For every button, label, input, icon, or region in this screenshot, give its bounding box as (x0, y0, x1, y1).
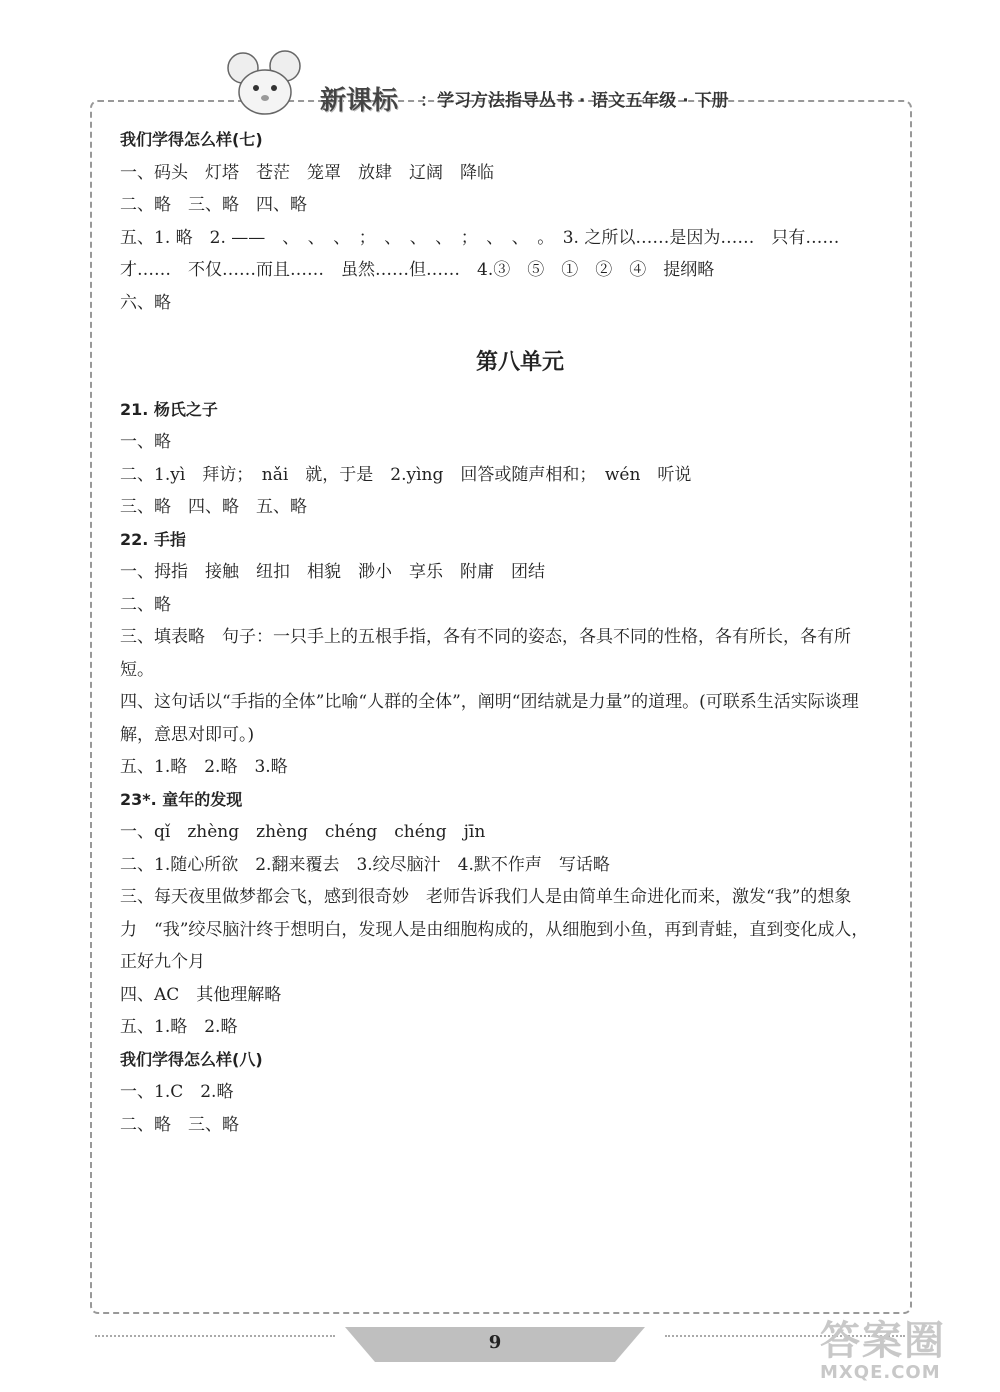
answer-line: 一、码头 灯塔 苍茫 笼罩 放肆 辽阔 降临 (120, 162, 494, 183)
answer-line: 一、qǐ zhèng zhèng chéng chéng jīn (120, 822, 486, 842)
series-title: ：学习方法指导丛书 · 语文五年级 · 下册 (420, 91, 729, 111)
section-heading: 我们学得怎么样(七) (120, 130, 263, 149)
unit-title: 第八单元 (475, 350, 564, 375)
answer-line: 一、略 (120, 432, 171, 452)
mouse-mascot-icon (225, 50, 305, 118)
answer-line: 三、略 四、略 五、略 (120, 497, 307, 517)
watermark-url: MXQE.COM (820, 1362, 941, 1383)
footer-divider-left (95, 1335, 335, 1339)
answer-line: 二、1.随心所欲 2.翻来覆去 3.绞尽脑汁 4.默不作声 写话略 (120, 854, 610, 875)
answer-line: 五、1.略 2.略 3.略 (120, 757, 288, 777)
answer-line: 二、略 (120, 594, 171, 615)
answer-paragraph: 四、这句话以“手指的全体”比喻“人群的全体”，阐明“团结就是力量”的道理。(可联系生活实际谈理解，意思对即可。) (120, 692, 859, 745)
watermark (820, 1320, 995, 1390)
answer-line: 四、AC 其他理解略 (120, 984, 282, 1005)
answer-paragraph: 三、填表略 句子：一只手上的五根手指，各有不同的姿态，各具不同的性格，各有所长，各有所短。 (120, 627, 851, 680)
answer-line: 二、略 三、略 (120, 1114, 239, 1135)
lesson-heading: 23*. 童年的发现 (120, 789, 243, 809)
answer-line: 六、略 (120, 292, 171, 313)
page-number: 9 (488, 1332, 502, 1353)
page-number-banner (345, 1322, 645, 1368)
answer-paragraph: 三、每天夜里做梦都会飞，感到很奇妙 老师告诉我们人是由简单生命进化而来，激发“我”的想象力 “我”绞尽脑汁终于想明白，发现人是由细胞构成的，从细胞到小鱼，再到青蛙，直到变化成人，正好九个月 (120, 887, 869, 972)
answer-line: 二、1.yì 拜访； nǎi 就，于是 2.yìng 回答或随声相和； wén 听说 (120, 464, 692, 485)
lesson-heading: 21. 杨氏之子 (120, 399, 218, 419)
page-header (225, 50, 785, 115)
brand-title: 新课标 (320, 86, 399, 116)
answer-line: 五、1.略 2.略 (120, 1017, 238, 1037)
answer-line: 一、1.C 2.略 (120, 1082, 234, 1102)
answer-content (120, 124, 880, 1141)
section-heading: 我们学得怎么样(八) (120, 1049, 263, 1069)
answer-paragraph: 五、1. 略 2. —— 、 、 、 ； 、 、 、 ； 、 、 。 3. 之所以……是因为…… 只有……才…… 不仅……而且…… 虽然……但…… 4.③ ⑤ ① ② ④ 提纲略 (120, 227, 840, 280)
answer-line: 二、略 三、略 四、略 (120, 195, 307, 215)
watermark-logo: 答案圈 (820, 1318, 946, 1364)
lesson-heading: 22. 手指 (120, 529, 186, 549)
answer-line: 一、拇指 接触 纽扣 相貌 渺小 享乐 附庸 团结 (120, 562, 545, 582)
